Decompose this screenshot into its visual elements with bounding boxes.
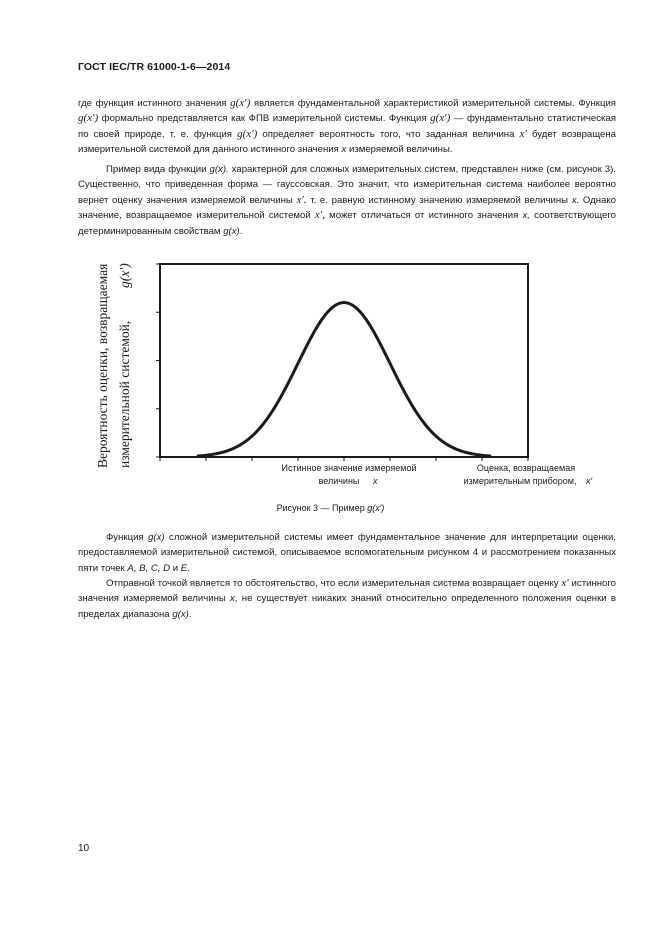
p2-text-4: Однако значение, возвращаемое измерительной системой <box>78 194 616 222</box>
p1-text-6: будет возвращена измерительной системой для данного истинного значения <box>78 128 616 156</box>
p2-var-6: g(x) <box>223 225 240 237</box>
p2-text-2: характерной для сложных измерительных систем, представлен ниже (см. рисунок 3). Существенно, что приведенная форма — гауссовская. Это значит, что измерительная система наиболее вероятно вернет оценку значения измеряемой величины <box>78 164 616 206</box>
p1-var-2: g(x′) <box>78 112 99 125</box>
page-number: 10 <box>78 843 90 854</box>
x-axis-label-right-line-1: Оценка, возвращаемая <box>476 463 576 473</box>
p1-text-3: формально представляется как ФПВ измерительной системы. Функция <box>98 113 431 125</box>
p4-text-4: . <box>188 608 192 620</box>
p2-var-4: x′, <box>314 209 325 222</box>
p3-point-e: E <box>180 562 188 574</box>
p1-var-4: g(x′) <box>237 127 258 140</box>
p1-var-3: g(x′) <box>430 112 451 125</box>
p3-points: A, B, C, D <box>127 562 171 574</box>
p2-var-3: x. <box>571 194 580 206</box>
figure-caption <box>0 503 661 513</box>
p1-var-5: x′ <box>519 127 527 140</box>
x-axis-label-right-var: x′ <box>586 476 593 486</box>
x-axis-label-center-line-2: величины <box>318 476 360 486</box>
paragraph-4 <box>78 576 616 622</box>
p4-var-1: x′ <box>561 577 569 589</box>
p3-text-3: и <box>170 562 181 574</box>
x-axis-label-center <box>281 463 416 486</box>
x-axis-label-right <box>464 463 593 486</box>
y-axis-label-line-1: Вероятность оценки, возвращаемая <box>95 263 110 468</box>
figure-caption-text: Рисунок 3 — Пример <box>276 503 368 513</box>
gaussian-curve <box>197 303 491 456</box>
p3-text-1: Функция <box>106 532 149 543</box>
p4-text-2: истинного значения измеряемой величины <box>78 578 617 605</box>
paragraph-2 <box>78 162 616 239</box>
p2-text-6: соответствующего детерминированным свойствам <box>78 210 616 237</box>
gaussian-chart <box>88 250 608 490</box>
p1-text-2: является фундаментальной характеристикой измерительной системы. Функция <box>250 98 616 109</box>
paragraph-3 <box>78 530 616 576</box>
x-axis-label-center-var: x <box>373 476 378 486</box>
p2-text-1: Пример вида функции <box>106 164 210 175</box>
p2-var-5: x, <box>522 210 530 222</box>
p3-var-1: g(x) <box>148 532 165 543</box>
figure-caption-func: g(x′) <box>367 503 385 513</box>
y-axis-label-line-2: измерительной системой, <box>117 320 132 468</box>
p2-var-1: g(x). <box>209 164 229 175</box>
y-axis-label-func: g(x′) <box>117 263 132 288</box>
p4-var-3: g(x) <box>172 608 189 620</box>
p4-text-1: Отправной точкой является то обстоятельство, что если измерительная система возвращает оценку <box>106 578 562 589</box>
plot-frame <box>160 264 528 457</box>
p1-text-1: где функция истинного значения <box>78 98 231 109</box>
document-header: ГОСТ IEC/TR 61000-1-6—2014 <box>78 61 231 73</box>
p4-var-2: x <box>230 593 235 605</box>
p1-text-5: определяет вероятность того, что заданная величина <box>257 128 520 140</box>
p1-text-7: измеряемой величины. <box>346 144 453 156</box>
x-axis-label-right-line-2: измерительным прибором, <box>463 476 577 486</box>
paragraph-1 <box>78 96 616 158</box>
p3-text-4: . <box>187 562 190 574</box>
p2-text-3: т. е. равную истинному значению измеряемой величины <box>306 194 572 206</box>
p3-text-2: сложной измерительной системы имеет фундаментальное значение для интерпретации оценки, предоставляемой измерительной системой, описываемое вспомогательным рисунком 4 и рассмотрением показанных пяти точек <box>78 532 616 574</box>
p4-text-3: , не существует никаких знаний относительно определенного положения оценки в пределах диапазона <box>78 593 616 620</box>
p2-text-5: может отличаться от истинного значения <box>324 210 523 222</box>
p2-var-2: x′. <box>296 193 307 206</box>
p1-text-4: — фундаментально статистическая по своей природе, т. е. функция <box>78 113 616 140</box>
p1-var-6: x <box>341 144 347 156</box>
x-axis-label-center-line-1: Истинное значение измеряемой <box>281 463 417 473</box>
p1-var-1: g(x′) <box>230 97 251 109</box>
y-axis-label <box>95 263 132 468</box>
p2-text-7: . <box>239 225 243 237</box>
